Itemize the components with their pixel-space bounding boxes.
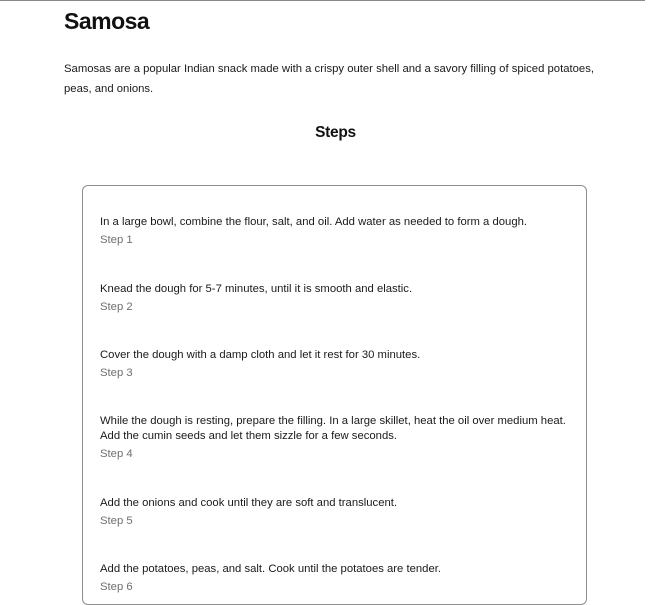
step-text: In a large bowl, combine the flour, salt, and oil. Add water as needed to form a dough. [100, 216, 528, 228]
step-text: Add the potatoes, peas, and salt. Cook until the potatoes are tender. [100, 563, 442, 575]
page-title: Samosa [64, 8, 150, 34]
step-number: Step 5 [100, 515, 133, 527]
steps-card [82, 185, 587, 605]
step-text: Knead the dough for 5-7 minutes, until it is smooth and elastic. [100, 283, 413, 295]
step-number: Step 2 [100, 301, 133, 313]
step-item [100, 496, 575, 529]
step-item [100, 215, 575, 248]
step-text: Add the onions and cook until they are soft and translucent. [100, 497, 398, 509]
recipe-description: Samosas are a popular Indian snack made with a crispy outer shell and a savory filling of spiced potatoes, peas, and onions. [64, 63, 594, 95]
step-item [100, 282, 575, 315]
step-number: Step 4 [100, 448, 133, 460]
step-item [100, 348, 575, 381]
step-number: Step 3 [100, 367, 133, 379]
step-number: Step 6 [100, 581, 133, 593]
step-number: Step 1 [100, 234, 133, 246]
step-text: Cover the dough with a damp cloth and let it rest for 30 minutes. [100, 349, 421, 361]
steps-heading: Steps [315, 124, 356, 141]
top-divider [0, 0, 645, 1]
step-item [100, 562, 575, 595]
step-text: While the dough is resting, prepare the filling. In a large skillet, heat the oil over medium heat. Add the cumin seeds and let them sizzle for a few seconds. [100, 415, 566, 442]
step-item [100, 414, 575, 462]
